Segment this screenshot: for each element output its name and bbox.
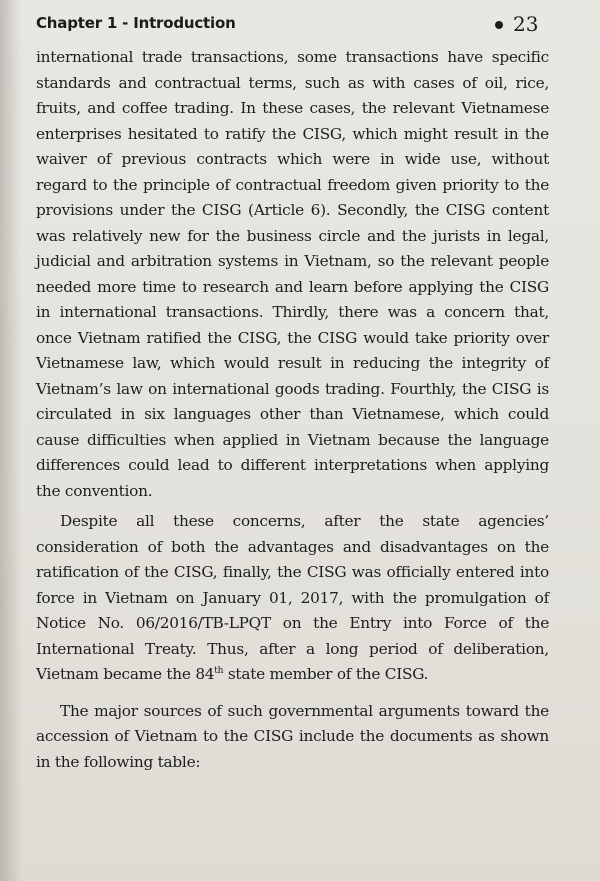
bullet-icon [495,21,503,29]
page-number: 23 [513,12,539,36]
paragraph-2 [36,509,549,688]
running-header [36,12,539,42]
paragraph-2-text: Despite all these concerns, after the state agencies’ consideration of both the advantages and disadvantages on the ratification of the CISG, finally, the CISG was officially entered into force in Vietnam on January 01, 2017, with the promulgation of Notice No. 06/2016/TB-LPQT on the Entry into Force of the International Treaty. Thus, after a long period of deliberation, Vietnam became the 84 [36,512,549,683]
body-text [36,45,549,775]
binding-shadow [0,0,22,881]
paragraph-1: international trade transactions, some transactions have specific standards and contractual terms, such as with cases of oil, rice, fruits, and coffee trading. In these cases, the relevant Vietnamese enterprises hesitated to ratify the CISG, which might result in the waiver of previous contracts which were in wide use, without regard to the principle of contractual freedom given priority to the provisions under the CISG (Article 6). Secondly, the CISG content was relatively new for the business circle and the jurists in legal, judicial and arbitration systems in Vietnam, so the relevant people needed more time to research and learn before applying the CISG in international transactions. Thirdly, there was a concern that, once Vietnam ratified the CISG, the CISG would take priority over Vietnamese law, which would result in reducing the integrity of Vietnam’s law on international goods trading. Fourthly, the CISG is circulated in six languages other than Vietnamese, which could cause difficulties when applied in Vietnam because the language differences could lead to different interpretations when applying the convention. [36,48,549,500]
paragraph-2-tail: state member of the CISG. [223,665,429,683]
chapter-title: Chapter 1 - Introduction [36,14,236,32]
paragraph-3: The major sources of such governmental arguments toward the accession of Vietnam to the CISG include the documents as shown in the following table: [36,701,549,771]
ordinal-superscript: th [214,665,224,676]
